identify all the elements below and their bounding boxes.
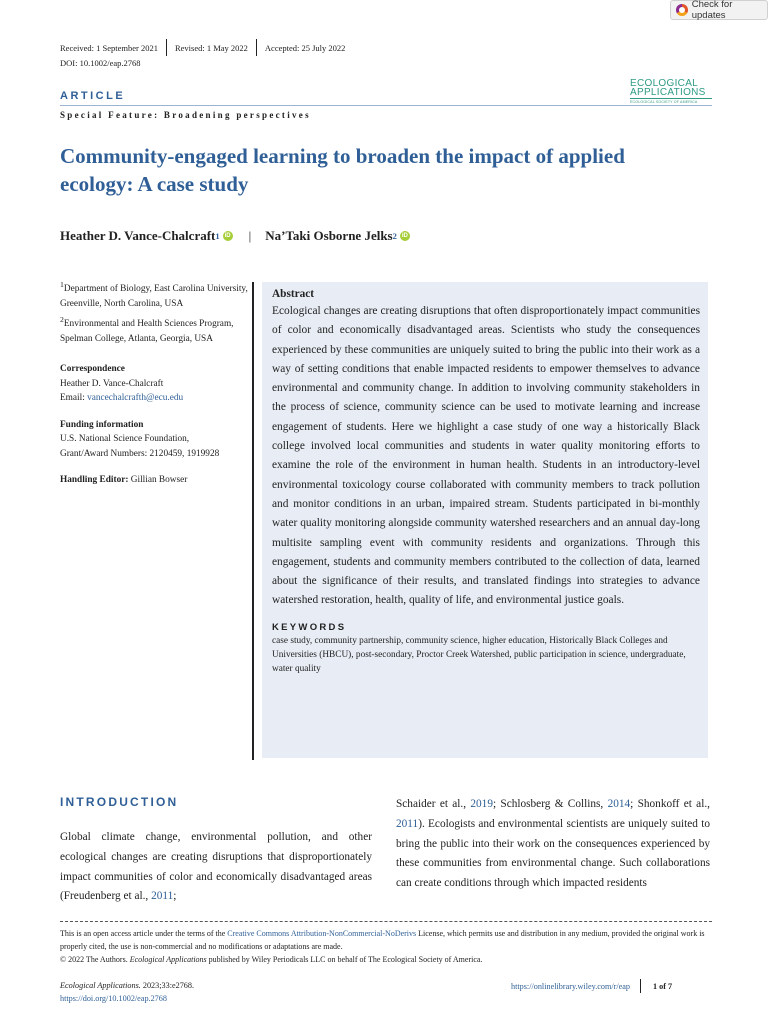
copyright-text: published by Wiley Periodicals LLC on behalf of The Ecological Society of America. <box>206 955 483 964</box>
page-number: 1 of 7 <box>653 981 673 991</box>
footer-citation <box>60 979 194 1005</box>
license-divider <box>60 921 712 922</box>
license-text: This is an open access article under the terms of the <box>60 929 228 938</box>
check-for-updates-button[interactable] <box>670 0 768 20</box>
body-text: ). Ecologists and environmental scientists are uniquely suited to bring the public into their work on the consequences experienced by these communities from environmental change. Such collaborations can create conditions through which impacted residents <box>396 817 710 890</box>
funding-heading: Funding information <box>60 419 144 430</box>
author-name: Heather D. Vance-Chalcraft <box>60 228 216 243</box>
email-link[interactable]: vancechalcrafth@ecu.edu <box>87 393 184 404</box>
author-separator: | <box>248 228 252 243</box>
affiliation-number: 1 <box>60 280 64 289</box>
keywords-heading: KEYWORDS <box>272 621 347 633</box>
abstract-text: Ecological changes are creating disruptions that often disproportionately impact communities of color and economically disadvantaged areas. Scientists who study the consequences experienced by these communities are uniquely suited to bring the public into their work as a way of setting conditions that enable impacted residents to empower themselves to advance environmental and community change. In addition to involving community stakeholders in the process of science, community science can be used to motivate learning and increase engagement of students. Here we highlight a case study of one way a historically Black college involved local communities and students in water quality monitoring efforts to examine the role of the environment in human health. Students in an introductory-level environmental toxicology course collaborated with community members to track pollution and monitor conditions in an urban, impaired stream. Students participated in bi-monthly water quality monitoring alongside community watershed researchers and an annual day-long multisite sampling event with community residents and organizations. Through this engagement, students and community members contributed to the collection of data, learned about the significance of their results, and translated findings into strategies to advance watershed restoration, health, quality of life, and environmental justice goals. <box>272 305 700 607</box>
revised-date: Revised: 1 May 2022 <box>174 42 248 53</box>
funding-line: U.S. National Science Foundation, <box>60 434 190 445</box>
license-link[interactable]: Creative Commons Attribution-NonCommercial-NoDerivs <box>227 929 417 938</box>
citation-link[interactable]: 2011 <box>151 890 174 903</box>
accepted-date: Accepted: 25 July 2022 <box>264 42 346 53</box>
orcid-icon[interactable]: iD <box>401 233 408 239</box>
citation-link[interactable]: 2014 <box>607 798 631 810</box>
funding-info <box>60 418 250 462</box>
footer-right <box>511 979 672 993</box>
citation-link[interactable]: 2019 <box>470 798 493 810</box>
funding-line: Grant/Award Numbers: 2120459, 1919928 <box>60 448 220 459</box>
special-feature-label: Special Feature: Broadening perspectives <box>60 110 311 120</box>
footer-volume: 2023;33:e2768. <box>140 981 195 990</box>
column-divider <box>252 282 254 760</box>
affiliations <box>60 278 250 346</box>
affiliation-number: 2 <box>60 315 64 325</box>
correspondence-email <box>60 391 250 406</box>
correspondence <box>60 362 250 406</box>
article-dates <box>60 39 345 56</box>
keywords-text: case study, community partnership, community science, higher education, Historically Black Colleges and Universities (HBCU), post-secondary, Proctor Creek Watershed, public participation in science, undergraduate, water quality <box>272 635 686 675</box>
date-divider <box>166 39 167 56</box>
affiliation-text: Environmental and Health Sciences Program, Spelman College, Atlanta, Georgia, USA <box>60 319 234 344</box>
author-name: Na’Taki Osborne Jelks <box>265 228 393 243</box>
journal-logo-line1: ECOLOGICAL <box>630 78 699 89</box>
license-note <box>60 927 712 966</box>
handling-editor-name: Gillian Bowser <box>128 475 188 486</box>
body-text: ; <box>173 890 177 903</box>
footer-doi-link[interactable]: https://doi.org/10.1002/eap.2768 <box>60 994 167 1003</box>
received-date: Received: 1 September 2021 <box>60 42 158 53</box>
article-type: ARTICLE <box>60 90 126 102</box>
body-text: ; Shonkoff et al., <box>630 798 710 810</box>
abstract-box <box>262 282 708 758</box>
abstract-heading: Abstract <box>272 288 315 300</box>
body-text: Schaider et al., <box>396 798 471 810</box>
journal-logo-line2: APPLICATIONS <box>630 87 706 98</box>
correspondence-heading: Correspondence <box>60 364 125 375</box>
article-title: Community-engaged learning to broaden the impact of applied ecology: A case study <box>60 144 625 196</box>
introduction-heading: INTRODUCTION <box>60 795 179 809</box>
body-column-right <box>396 795 710 894</box>
doi-label: DOI: 10.1002/eap.2768 <box>60 58 141 68</box>
affiliation-item <box>60 278 250 311</box>
check-for-updates-label: Check for updates <box>691 0 733 21</box>
body-text: ; Schlosberg & Collins, <box>492 798 608 810</box>
citation-link[interactable]: 2011 <box>396 817 419 830</box>
journal-logo-society: ECOLOGICAL SOCIETY OF AMERICA <box>630 98 712 105</box>
journal-site-link[interactable]: https://onlinelibrary.wiley.com/r/eap <box>511 981 630 991</box>
author-affiliation-number: 1 <box>215 231 220 241</box>
handling-editor-label: Handling Editor: <box>60 475 129 486</box>
license-text: License, which permits use and distribution in any medium, provided the original work is properly cited, the use is non-commercial and no modifications or adaptations are made. <box>60 929 705 951</box>
journal-logo <box>630 79 712 105</box>
affiliation-item <box>60 313 250 346</box>
author-list <box>60 228 410 244</box>
footer-journal: Ecological Applications. <box>60 981 141 990</box>
crossmark-icon <box>676 4 688 16</box>
email-label: Email: <box>60 393 88 404</box>
orcid-icon[interactable]: iD <box>224 233 231 239</box>
header-divider <box>60 105 712 106</box>
article-info-column <box>60 278 250 498</box>
body-column-left <box>60 828 372 907</box>
journal-name: Ecological Applications <box>129 955 207 964</box>
correspondence-name: Heather D. Vance-Chalcraft <box>60 378 164 389</box>
date-divider <box>256 39 257 56</box>
copyright-text: © 2022 The Authors. <box>60 955 130 964</box>
affiliation-text: Department of Biology, East Carolina University, Greenville, North Carolina, USA <box>60 284 248 309</box>
handling-editor <box>60 473 250 488</box>
footer-divider <box>640 979 641 993</box>
author-affiliation-number: 2 <box>392 231 397 241</box>
body-text: Global climate change, environmental pollution, and other ecological changes are creating disruptions that disproportionately impact communities of color and economically disadvantaged areas (Freudenberg et al., <box>60 831 372 903</box>
